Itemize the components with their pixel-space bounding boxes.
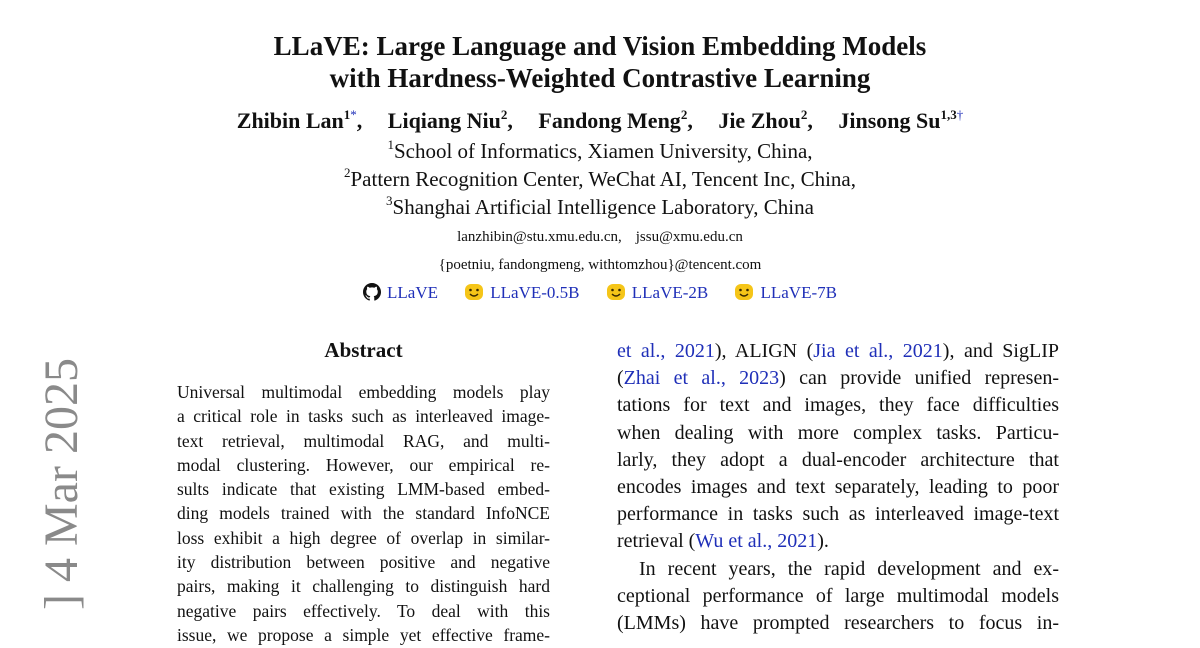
abstract-line: Universal multimodal embedding models play — [177, 382, 550, 402]
body-line: tations for text and images, they face difficulties — [617, 394, 1059, 417]
github-icon — [363, 283, 381, 301]
right-column-text — [617, 338, 1059, 637]
link-label: LLaVE-2B — [631, 283, 709, 302]
body-line: ceptional performance of large multimodal models — [617, 584, 1059, 607]
resource-links — [0, 282, 1200, 304]
body-line: encodes images and text separately, leading to poor — [617, 475, 1059, 498]
abstract-line: ity distribution between positive and negative — [177, 552, 550, 573]
link-llave-2b[interactable] — [606, 282, 708, 304]
abstract-body — [177, 380, 550, 647]
author-1: Zhibin Lan$^{1*}$, — [236, 107, 363, 133]
abstract-line: ding models trained with the standard InfoNCE — [177, 503, 550, 524]
citation-link[interactable]: Jia et al., 2021 — [813, 340, 943, 362]
title-line-1: LLaVE: Large Language and Vision Embedding Models — [273, 31, 927, 61]
link-llave-github[interactable] — [363, 282, 438, 304]
citation-link[interactable]: Zhai et al., 2023 — [623, 367, 780, 390]
abstract-line: text retrieval, multimodal RAG, and multi- — [177, 430, 550, 451]
abstract-line: modal clustering. However, our empirical re- — [177, 454, 550, 475]
email-lanzhibin[interactable]: lanzhibin@stu.xmu.edu.cn, — [457, 229, 622, 245]
citation-link[interactable]: Wu et al., 2021 — [695, 530, 818, 553]
author-5: Jinsong $Su^{1,3\dagger}$ — [838, 107, 964, 133]
body-line: et al., 2021), ALIGN (Jia et al., 2021), and SigLIP — [617, 340, 1059, 362]
email-jssu[interactable]: jssu@xmu.edu.cn — [635, 229, 743, 245]
abstract-line: sults indicate that existing LMM-based embed- — [177, 479, 550, 500]
abstract-line: pairs, making it challenging to distinguish hard — [177, 576, 550, 597]
abstract-line: negative pairs effectively. To deal with this — [177, 600, 550, 621]
author-list — [0, 107, 1200, 135]
title-line-2: with Hardness-Weighted Contrastive Learning — [329, 63, 871, 93]
abstract-line: loss exhibit a high degree of overlap in similar- — [177, 527, 550, 548]
body-line: In recent years, the rapid development and ex- — [639, 557, 1059, 580]
body-line: when dealing with more complex tasks. Particu- — [617, 421, 1059, 444]
link-label: LLaVE — [387, 283, 439, 302]
link-label: LLaVE-7B — [760, 283, 837, 302]
author-2: Liqiang Niu$^2$, — [387, 107, 513, 133]
affiliation-1: $^1$School of Informatics, Xiamen University, China, — [387, 137, 813, 163]
author-3: Fandong Meng$^2$, — [538, 107, 693, 133]
abstract-heading: Abstract — [324, 338, 403, 362]
affiliation-2: $^2$Pattern Recognition Center, WeChat AI, Tencent Inc, China, — [343, 165, 857, 191]
link-llave-7b[interactable] — [734, 282, 836, 304]
huggingface-icon — [464, 283, 484, 301]
huggingface-icon — [606, 283, 626, 301]
body-line: retrieval (Wu et al., 2021). — [617, 530, 829, 553]
body-line: larly, they adopt a dual-encoder architecture that — [617, 448, 1059, 471]
email-line-1 — [0, 227, 1200, 247]
abstract-line: a critical role in tasks such as interleaved image- — [177, 406, 550, 427]
citation-link[interactable]: et al., 2021 — [617, 340, 715, 362]
body-line: performance in tasks such as interleaved image-text — [617, 503, 1059, 526]
body-line: (Zhai et al., 2023) can provide unified represen- — [617, 367, 1059, 390]
paper-title — [0, 30, 1200, 94]
email-line-2 — [0, 255, 1200, 275]
affiliation-3: $^3$Shanghai Artificial Intelligence Laboratory, China — [386, 193, 814, 219]
email-tencent[interactable]: {poetniu, fandongmeng, withtomzhou}@tencent.com — [438, 257, 762, 273]
link-label: LLaVE-0.5B — [490, 283, 580, 302]
link-llave-0-5b[interactable] — [464, 282, 579, 304]
arxiv-side-stamp: ] 4 Mar 2025 — [35, 358, 88, 610]
huggingface-icon — [734, 283, 754, 301]
body-line: (LMMs) have prompted researchers to focus in- — [617, 611, 1059, 634]
abstract-line: issue, we propose a simple yet effective frame- — [177, 624, 550, 645]
author-4: Jie Zhou$^2$, — [718, 107, 813, 133]
